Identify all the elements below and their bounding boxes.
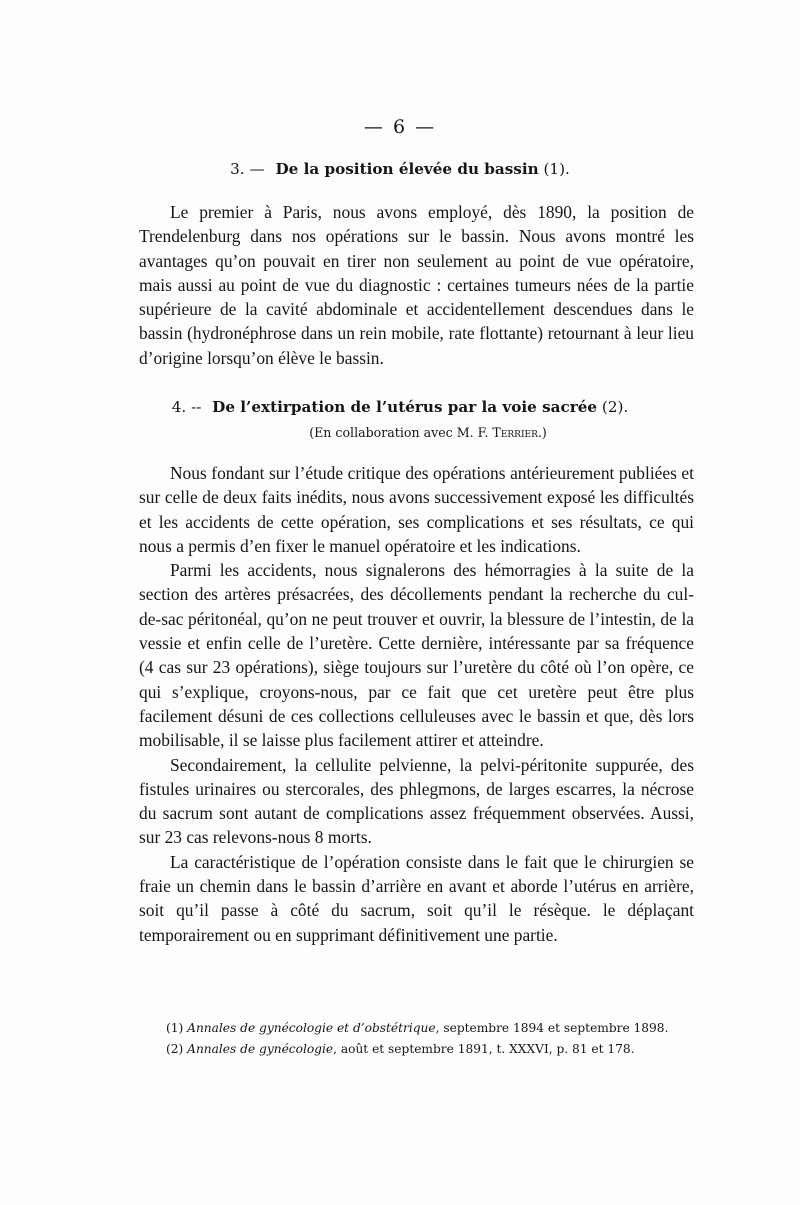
- section-3-number: 3. —: [230, 160, 265, 178]
- section-4-paragraph: La caractéristique de l’opération consiste dans le fait que le chirurgien se fraie un chemin dans le bassin d’arrière en avant et aborde l’utérus en arrière, soit qu’il passe à côté du sacrum, soit qu’il le résèque. le déplaçant temporairement ou en supprimant définitivement une partie.: [139, 851, 694, 945]
- footnote-source: Annales de gynécologie: [187, 1042, 334, 1056]
- section-3-title: De la position élevée du bassin: [275, 160, 539, 178]
- footnote-2: [166, 1039, 686, 1060]
- section-3-paragraph: Le premier à Paris, nous avons employé, dès 1890, la position de Trendelenburg dans nos opérations sur le bassin. Nous avons montré les avantages qu’on pouvait en tirer non seulement au point de vue opératoire, mais aussi au point de vue du diagnostic : certaines tumeurs nées de la partie supérieure de la cavité abdominale et accidentellement descendues dans le bassin (hydronéphrose dans un rein mobile, rate flottante) retournant à leur lieu d’origine lorsqu’on élève le bassin.: [139, 202, 694, 368]
- footnotes: [166, 1018, 686, 1060]
- section-4-body: [139, 461, 694, 947]
- section-4-paragraph: Nous fondant sur l’étude critique des opérations antérieurement publiées et sur celle de deux faits inédits, nous avons successivement exposé les difficultés et les accidents de cette opération, ses complications et ses résultats, ce qui nous a permis d’en fixer le manuel opératoire et les indications.: [139, 463, 694, 556]
- footnote-detail: , août et septembre 1891, t. XXXVI, p. 81 et 178.: [333, 1042, 635, 1056]
- page-number: — 6 —: [363, 116, 437, 138]
- section-4-collaboration-note: [0, 425, 800, 440]
- section-3-heading: [0, 160, 800, 178]
- section-4-number: 4. --: [171, 398, 202, 416]
- footnote-source: Annales de gynécologie et d’obstétrique: [187, 1021, 436, 1035]
- section-4-title: De l’extirpation de l’utérus par la voie sacrée: [212, 398, 598, 416]
- section-4-footnote-ref: (2).: [601, 398, 629, 416]
- section-4-heading: [0, 398, 800, 416]
- section-3-body: [139, 200, 694, 370]
- section-3-footnote-ref: (1).: [543, 160, 570, 178]
- section-4-paragraph: Secondairement, la cellulite pelvienne, la pelvi-péritonite suppurée, des fistules urinaires ou stercorales, des phlegmons, de larges escarres, la nécrose du sacrum sont autant de complications assez fréquemment observées. Aussi, sur 23 cas relevons-nous 8 morts.: [139, 754, 694, 848]
- collaborator-name: Terrier: [492, 425, 538, 440]
- collaboration-prefix: (En collaboration avec M. F.: [309, 425, 489, 440]
- section-4-paragraph: Parmi les accidents, nous signalerons des hémorragies à la suite de la section des artères présacrées, des décollements pendant la recherche du cul-de-sac péritonéal, qu’on ne peut trouver et ouvrir, la blessure de l’intestin, de la vessie et enfin celle de l’uretère. Cette dernière, intéressante par sa fréquence (4 cas sur 23 opérations), siège toujours sur l’uretère du côté où l’on opère, ce qui s’explique, croyons-nous, par ce fait que cet uretère peut être plus facilement désuni de ces collections celluleuses avec le bassin et que, dès lors mobilisable, il se laisse plus facilement attirer et atteindre.: [139, 560, 694, 751]
- footnote-marker: (1): [166, 1021, 184, 1035]
- footnote-1: [166, 1018, 686, 1039]
- collaboration-suffix: .): [537, 425, 547, 440]
- footnote-marker: (2): [166, 1042, 184, 1056]
- footnote-detail: , septembre 1894 et septembre 1898.: [435, 1021, 669, 1035]
